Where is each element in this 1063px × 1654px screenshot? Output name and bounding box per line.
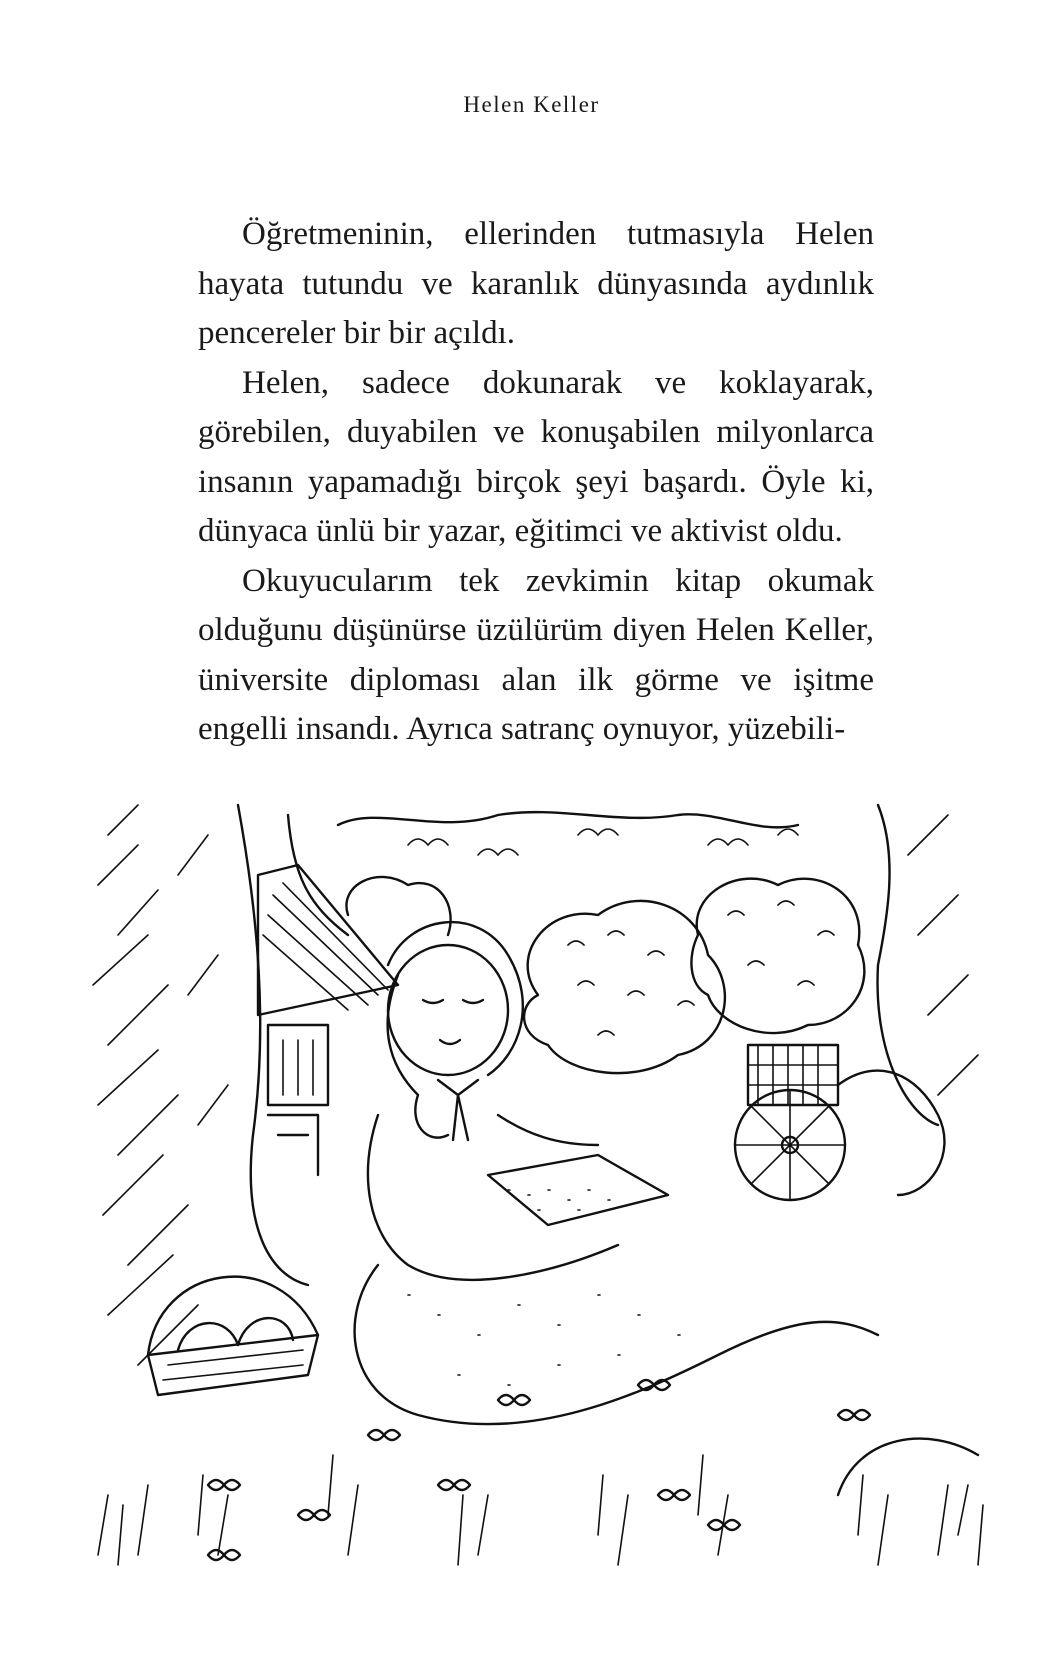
grass-and-flowers bbox=[98, 1380, 983, 1565]
paragraph-3: Okuyucularım tek zevkimin kitap okumak olduğunu düşünürse üzülürüm diyen Helen Keller, üniversite diploması alan ilk görme ve işitme engelli insandı. Ayrıca satranç oynuyor, yüzebili- bbox=[198, 562, 874, 747]
paragraph-1: Öğretmeninin, ellerinden tutmasıyla Helen hayata tutundu ve karanlık dünyasında aydınlık pencereler bir bir açıldı. bbox=[198, 216, 874, 351]
illustration bbox=[78, 795, 998, 1585]
basket bbox=[148, 1277, 318, 1395]
tree-canopy bbox=[338, 805, 978, 1125]
paragraph-2: Helen, sadece dokunarak ve koklayarak, görebilen, duyabilen ve konuşabilen milyonlarca insanın yapamadığı birçok şeyi başardı. Öyle ki, dünyaca ünlü bir yazar, eğitimci ve aktivist oldu. bbox=[198, 364, 874, 549]
girl-figure bbox=[355, 922, 878, 1424]
tree-trunk bbox=[93, 805, 348, 1365]
house bbox=[258, 865, 398, 1175]
body-text bbox=[198, 210, 874, 755]
illustration-drawing bbox=[78, 795, 998, 1585]
running-head: Helen Keller bbox=[463, 92, 600, 117]
bushes bbox=[346, 877, 864, 1073]
cart bbox=[735, 1045, 944, 1200]
